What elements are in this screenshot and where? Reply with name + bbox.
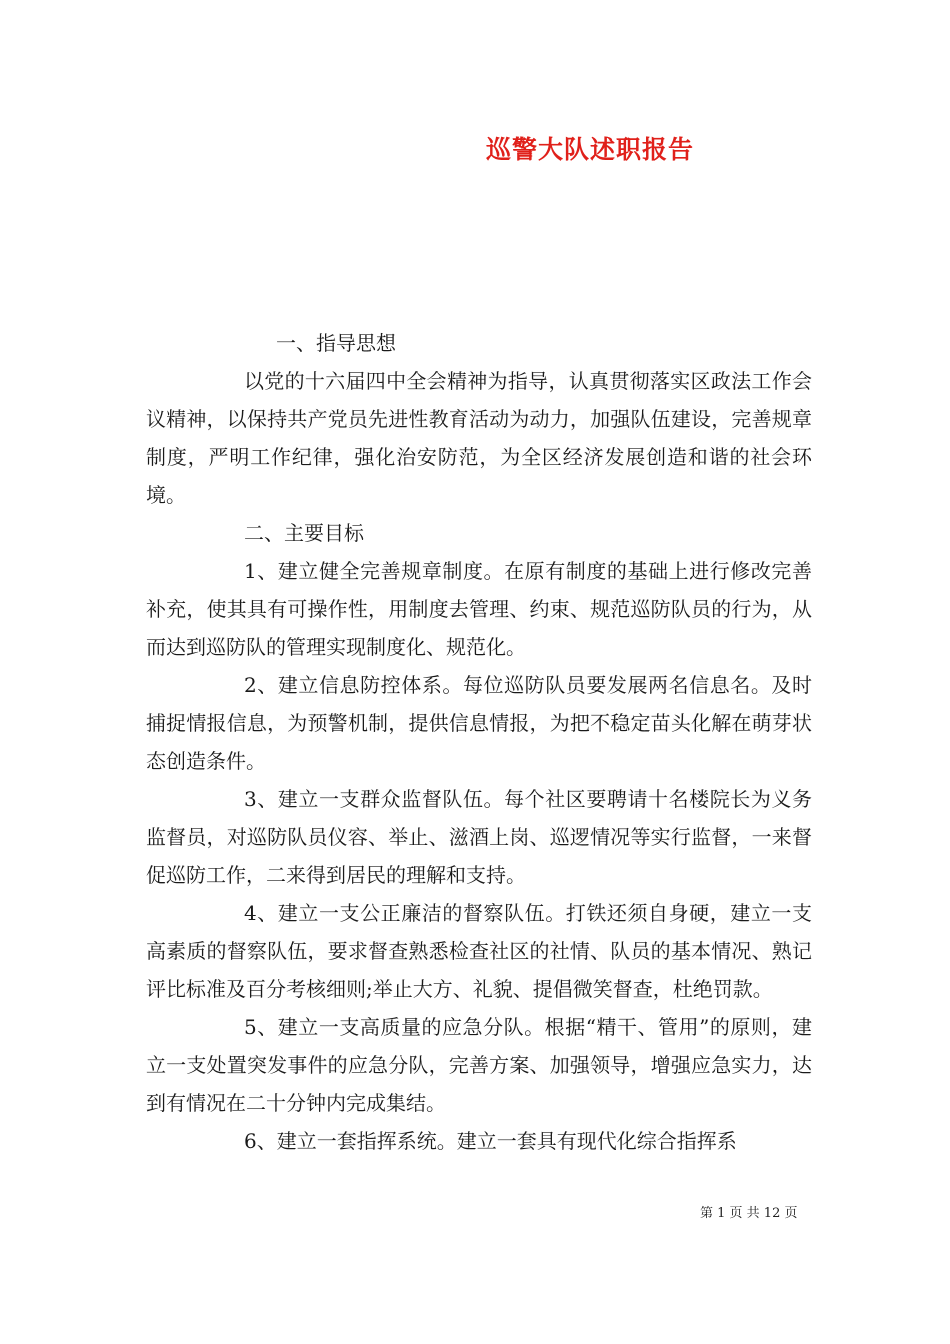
- paragraph-goal-4: 4、建立一支公正廉洁的督察队伍。打铁还须自身硬，建立一支高素质的督察队伍，要求督查熟悉检查社区的社情、队员的基本情况、熟记评比标准及百分考核细则;举止大方、礼貌、提倡微笑督查，杜绝罚款。: [146, 901, 812, 1001]
- paragraph-goal-6: 6、建立一套指挥系统。建立一套具有现代化综合指挥系: [244, 1129, 737, 1153]
- paragraph-guiding-ideology: 以党的十六届四中全会精神为指导，认真贯彻落实区政法工作会议精神，以保持共产党员先进性教育活动为动力，加强队伍建设，完善规章制度，严明工作纪律，强化治安防范，为全区经济发展创造和谐的社会环境。: [146, 369, 812, 507]
- section-heading-main-goals: 二、主要目标: [244, 521, 364, 545]
- document-body: [146, 324, 812, 1160]
- section-heading-guiding-ideology: 一、指导思想: [276, 331, 396, 355]
- paragraph-goal-2: 2、建立信息防控体系。每位巡防队员要发展两名信息名。及时捕捉情报信息，为预警机制，提供信息情报，为把不稳定苗头化解在萌芽状态创造条件。: [146, 673, 812, 773]
- page-number-footer: 第 1 页 共 12 页: [700, 1206, 798, 1221]
- paragraph-goal-3: 3、建立一支群众监督队伍。每个社区要聘请十名楼院长为义务监督员，对巡防队员仪容、举止、滋酒上岗、巡逻情况等实行监督，一来督促巡防工作，二来得到居民的理解和支持。: [146, 787, 812, 887]
- paragraph-goal-5: 5、建立一支高质量的应急分队。根据“精干、管用”的原则，建立一支处置突发事件的应急分队，完善方案、加强领导，增强应急实力，达到有情况在二十分钟内完成集结。: [146, 1015, 812, 1115]
- paragraph-goal-1: 1、建立健全完善规章制度。在原有制度的基础上进行修改完善补充，使其具有可操作性，用制度去管理、约束、规范巡防队员的行为，从而达到巡防队的管理实现制度化、规范化。: [146, 559, 812, 659]
- document-title: 巡警大队述职报告: [485, 135, 694, 164]
